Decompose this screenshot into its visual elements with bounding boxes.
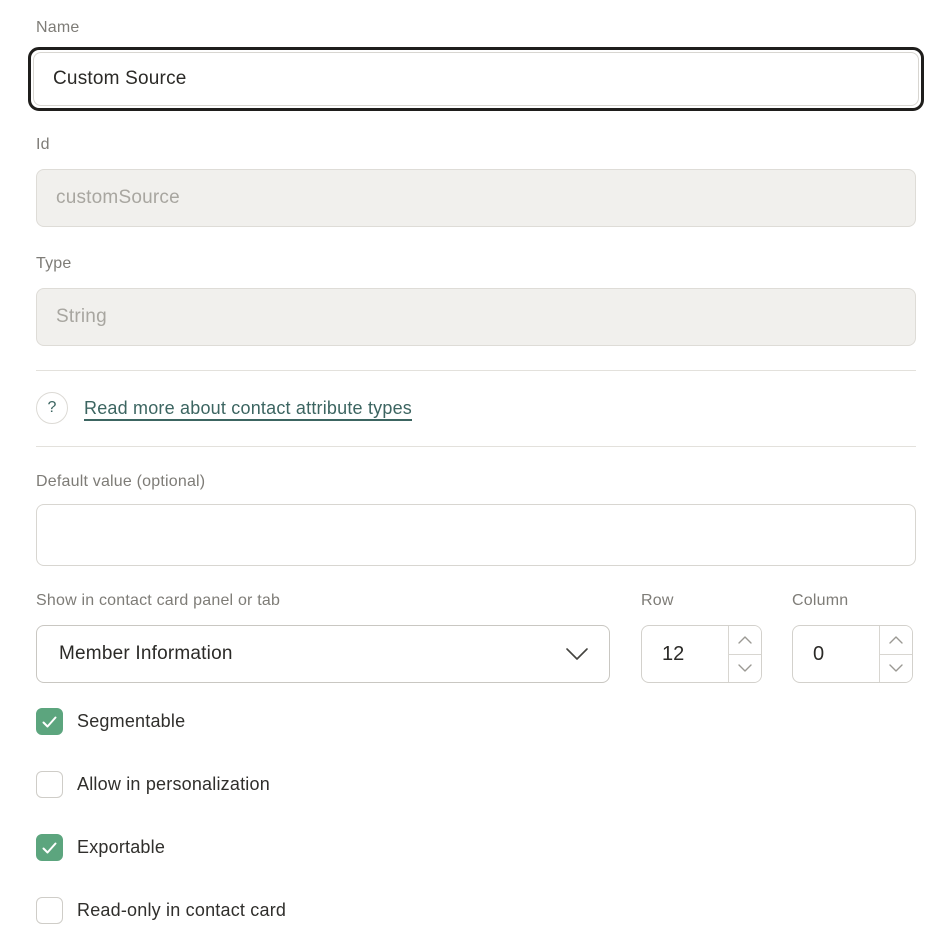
checkbox-row-personalization	[36, 771, 916, 798]
exportable-label: Exportable	[77, 837, 166, 857]
readonly-label: Read-only in contact card	[77, 900, 287, 920]
divider-top	[36, 370, 916, 371]
personalization-label: Allow in personalization	[77, 774, 270, 794]
chevron-up-icon	[889, 636, 903, 644]
type-label: Type	[36, 255, 72, 272]
checkbox-row-exportable	[36, 834, 916, 861]
checkbox-row-readonly	[36, 897, 916, 924]
panel-group	[36, 591, 610, 683]
question-mark-icon: ?	[36, 392, 68, 424]
divider-bottom	[36, 446, 916, 447]
readonly-checkbox[interactable]	[36, 897, 63, 924]
panel-label: Show in contact card panel or tab	[36, 592, 281, 609]
default-value-label: Default value (optional)	[36, 473, 206, 490]
name-input[interactable]	[33, 52, 919, 106]
segmentable-label: Segmentable	[77, 711, 186, 731]
checkbox-row-segmentable	[36, 708, 916, 735]
row-decrement-button[interactable]	[729, 655, 761, 683]
id-input	[36, 169, 916, 227]
id-label: Id	[36, 136, 50, 153]
column-steppers	[879, 626, 912, 682]
chevron-down-icon	[889, 664, 903, 672]
row-increment-button[interactable]	[729, 626, 761, 655]
attribute-types-help-link[interactable]: Read more about contact attribute types	[84, 397, 412, 418]
column-decrement-button[interactable]	[880, 655, 912, 683]
name-input-focus-ring	[28, 47, 924, 111]
column-number-box	[792, 625, 913, 683]
row-steppers	[728, 626, 761, 682]
chevron-down-icon	[738, 664, 752, 672]
placement-controls	[36, 591, 916, 683]
row-label: Row	[641, 592, 674, 609]
name-label: Name	[36, 19, 80, 36]
help-row	[36, 392, 916, 424]
panel-select[interactable]	[36, 625, 610, 683]
chevron-down-icon	[565, 647, 589, 661]
check-icon	[42, 842, 57, 854]
type-input	[36, 288, 916, 346]
segmentable-checkbox[interactable]	[36, 708, 63, 735]
column-group	[792, 591, 913, 683]
check-icon	[42, 716, 57, 728]
row-number-box	[641, 625, 762, 683]
exportable-checkbox[interactable]	[36, 834, 63, 861]
row-input[interactable]	[642, 626, 728, 682]
column-label: Column	[792, 592, 849, 609]
default-value-input[interactable]	[36, 504, 916, 566]
column-input[interactable]	[793, 626, 879, 682]
personalization-checkbox[interactable]	[36, 771, 63, 798]
column-increment-button[interactable]	[880, 626, 912, 655]
panel-select-value: Member Information	[59, 643, 233, 664]
row-group	[641, 591, 762, 683]
chevron-up-icon	[738, 636, 752, 644]
